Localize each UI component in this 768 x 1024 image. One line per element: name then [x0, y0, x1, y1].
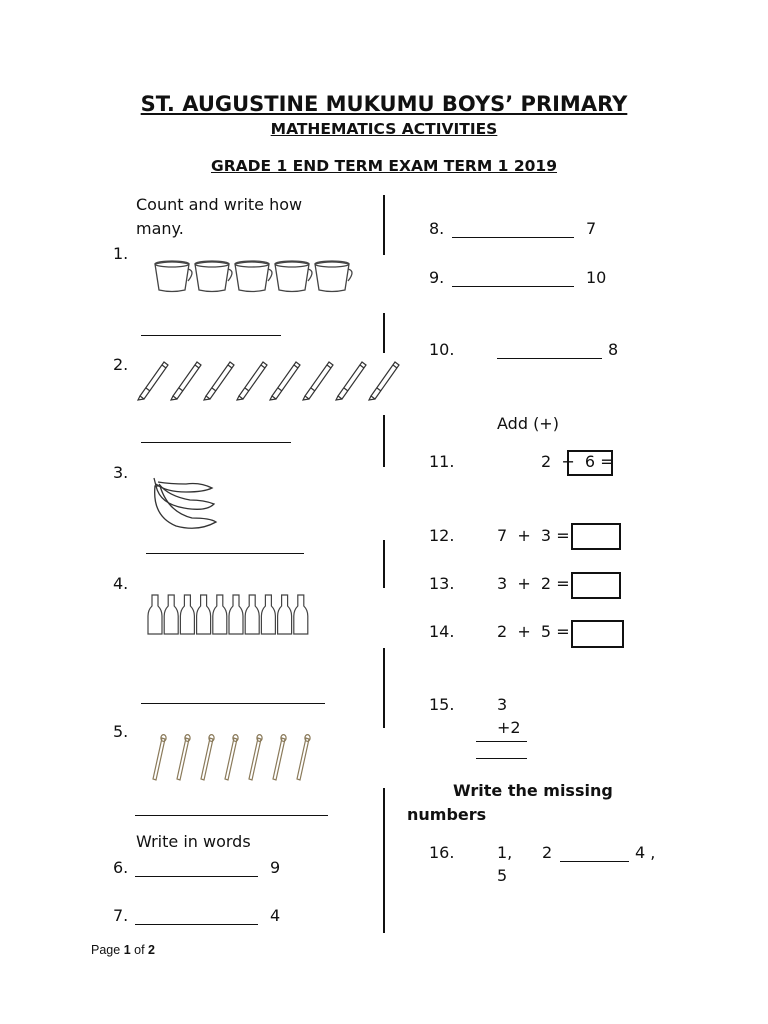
column-divider: [383, 195, 385, 255]
cup-icon: [315, 261, 352, 292]
column-divider: [383, 788, 385, 933]
q15-top-number: 3: [497, 695, 508, 714]
matchstick-icon-group: [148, 734, 308, 782]
answer-line-q10[interactable]: [497, 358, 602, 359]
missing-numbers-heading: Write the missing: [453, 781, 613, 800]
question-number: 4.: [113, 574, 129, 593]
page-current: 1: [123, 943, 131, 957]
pencil-icon: [303, 362, 333, 400]
question-number: 1.: [113, 244, 129, 263]
q9-value: 10: [586, 268, 607, 287]
question-number: 9.: [429, 268, 445, 287]
column-divider: [383, 415, 385, 467]
bottle-icon: [164, 595, 178, 634]
question-number: 6.: [113, 858, 129, 877]
matchstick-icon: [273, 735, 286, 780]
answer-line-q4[interactable]: [141, 703, 325, 704]
question-number: 11.: [429, 452, 455, 471]
matchstick-icon: [201, 735, 214, 780]
bottle-icon: [245, 595, 259, 634]
q11-expression: 2 + 6 =: [541, 452, 614, 471]
pencil-icon: [237, 362, 267, 400]
answer-line-q3[interactable]: [146, 553, 304, 554]
question-number: 14.: [429, 622, 455, 641]
of-label: of: [134, 943, 145, 957]
q7-number-value: 4: [270, 906, 281, 925]
words-instruction: Write in words: [136, 832, 251, 851]
q15-addend: +2: [497, 718, 521, 737]
q16-term: 1,: [497, 843, 513, 862]
banana-icon: [146, 474, 222, 532]
bottle-icon: [229, 595, 243, 634]
answer-line-q15[interactable]: [476, 758, 527, 759]
subject-title: MATHEMATICS ACTIVITIES: [270, 120, 498, 138]
q16-term: 2: [542, 843, 553, 862]
cup-icon: [235, 261, 272, 292]
answer-line-q5[interactable]: [135, 815, 328, 816]
pencil-icon: [171, 362, 201, 400]
school-title: ST. AUGUSTINE MUKUMU BOYS’ PRIMARY: [140, 92, 628, 116]
q14-expression: 2 + 5 =: [497, 622, 570, 641]
bottle-icon: [261, 595, 275, 634]
question-number: 13.: [429, 574, 455, 593]
cup-icon: [275, 261, 312, 292]
bottle-icon: [197, 595, 211, 634]
answer-line-q8[interactable]: [452, 237, 574, 238]
add-heading: Add (+): [497, 414, 559, 433]
bottle-icon: [213, 595, 227, 634]
cup-icon: [195, 261, 232, 292]
exam-title: GRADE 1 END TERM EXAM TERM 1 2019: [210, 157, 558, 175]
count-instruction-cont: many.: [136, 219, 184, 238]
missing-numbers-heading-cont: numbers: [407, 805, 487, 824]
question-number: 7.: [113, 906, 129, 925]
column-divider: [383, 648, 385, 728]
bottle-icon-group: [147, 594, 323, 636]
q16-term: 4 ,: [635, 843, 656, 862]
count-instruction: Count and write how: [136, 195, 303, 214]
answer-line-q7[interactable]: [135, 924, 258, 925]
bottle-icon: [148, 595, 162, 634]
answer-line-q1[interactable]: [141, 335, 281, 336]
cup-icon: [155, 261, 192, 292]
cup-icon-group: [152, 258, 358, 294]
answer-line-q6[interactable]: [135, 876, 258, 877]
q12-expression: 7 + 3 =: [497, 526, 570, 545]
matchstick-icon: [249, 735, 262, 780]
matchstick-icon: [177, 735, 190, 780]
answer-line-q16[interactable]: [560, 861, 629, 862]
question-number: 16.: [429, 843, 455, 862]
q16-term: 5: [497, 866, 508, 885]
answer-box-q12[interactable]: [571, 523, 621, 550]
q10-value: 8: [608, 340, 619, 359]
q6-number-value: 9: [270, 858, 281, 877]
bottle-icon: [278, 595, 292, 634]
answer-line-q9[interactable]: [452, 286, 574, 287]
page-label: Page: [91, 943, 121, 957]
answer-box-q14[interactable]: [571, 620, 624, 648]
matchstick-icon: [225, 735, 238, 780]
bottle-icon: [294, 595, 308, 634]
q15-sum-line: [476, 741, 527, 742]
answer-line-q2[interactable]: [141, 442, 291, 443]
question-number: 5.: [113, 722, 129, 741]
bottle-icon: [180, 595, 194, 634]
question-number: 8.: [429, 219, 445, 238]
column-divider: [383, 313, 385, 353]
q8-value: 7: [586, 219, 597, 238]
pencil-icon: [336, 362, 366, 400]
page-total: 2: [148, 943, 155, 957]
pencil-icon: [204, 362, 234, 400]
question-number: 3.: [113, 463, 129, 482]
pencil-icon: [270, 362, 300, 400]
page-indicator: [91, 943, 155, 957]
q13-expression: 3 + 2 =: [497, 574, 570, 593]
answer-box-q13[interactable]: [571, 572, 621, 599]
pencil-icon-group: [138, 358, 404, 400]
pencil-icon: [369, 362, 399, 400]
matchstick-icon: [153, 735, 166, 780]
question-number: 2.: [113, 355, 129, 374]
question-number: 15.: [429, 695, 455, 714]
pencil-icon: [138, 362, 168, 400]
question-number: 10.: [429, 340, 455, 359]
column-divider: [383, 540, 385, 588]
matchstick-icon: [297, 735, 310, 780]
question-number: 12.: [429, 526, 455, 545]
